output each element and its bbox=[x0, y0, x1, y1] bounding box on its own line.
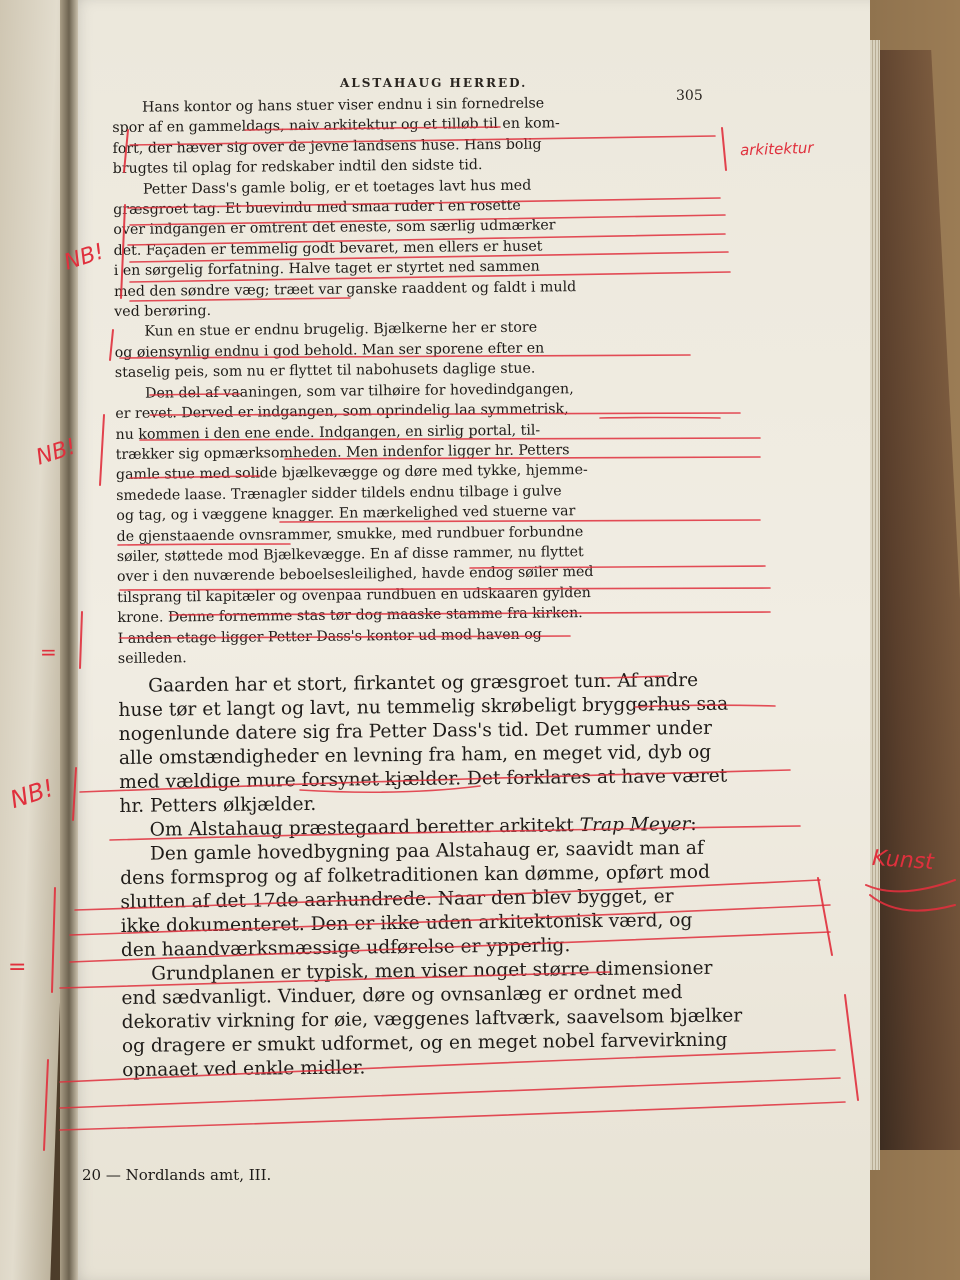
margin-note-word: arkitektur bbox=[739, 138, 814, 160]
text-line: over indgangen er omtrent det eneste, som særlig udmærker bbox=[113, 217, 556, 239]
signature-line: 20 — Nordlands amt, III. bbox=[82, 1166, 272, 1184]
quote-line: ikke dokumenteret. Den er ikke uden arkitektonisk værd, og bbox=[120, 910, 693, 938]
text-line: græsgroet tag. Et buevindu med smaa ruder i en rosette bbox=[113, 197, 521, 219]
text-line: er revet. Derved er indgangen, som oprindelig laa symmetrisk, bbox=[115, 401, 569, 423]
text-line: staselig peis, som nu er flyttet til nabohusets daglige stue. bbox=[114, 360, 536, 382]
quote-line: og dragere er smukt udformet, og en meget nobel farvevirkning bbox=[121, 1029, 728, 1058]
text-line: det. Façaden er temmelig godt bevaret, men ellers er huset bbox=[113, 238, 543, 259]
text-line: nogenlunde datere sig fra Petter Dass's tid. Det rummer under bbox=[118, 718, 713, 746]
quote-line: den haandværksmæssige udførelse er ypperlig. bbox=[120, 935, 571, 962]
text-line: trækker sig opmærksomheden. Men indenfor ligger hr. Petters bbox=[115, 442, 570, 463]
text-line: smedede laase. Trænagler sidder tildels endnu tilbage i gulve bbox=[116, 483, 562, 504]
text-line: med den søndre væg; træet var ganske raaddent og faldt i muld bbox=[113, 278, 577, 300]
quote-line: Grundplanen er typisk, men viser noget større dimensioner bbox=[151, 958, 713, 986]
margin-note-nb: NB! bbox=[33, 434, 80, 471]
quote-line: slutten af det 17de aarhundrede. Naar den blev bygget, er bbox=[120, 886, 674, 914]
small-print-section bbox=[112, 91, 758, 669]
text-line: Kun en stue er endnu brugelig. Bjælkerne her er store bbox=[144, 320, 538, 341]
margin-note-nb: NB! bbox=[61, 239, 108, 276]
text-line: brugtes til oplag for redskaber indtil den sidste tid. bbox=[112, 157, 483, 178]
quote-line: dens formsprog og af folketraditionen kan dømme, opført mod bbox=[120, 862, 711, 890]
text-line: Den del af vaaningen, som var tilhøire for hovedindgangen, bbox=[145, 380, 574, 402]
text-line: spor af en gammeldags, naiv arkitektur og et tilløb til en kom- bbox=[112, 115, 560, 137]
text-line: Hans kontor og hans stuer viser endnu i sin fornedrelse bbox=[142, 95, 545, 116]
quote-line: end sædvanligt. Vinduer, døre og ovnsanlæg er ordnet med bbox=[121, 982, 683, 1010]
quote-line: dekorativ virkning for øie, væggenes laftværk, saavelsom bjælker bbox=[121, 1005, 743, 1034]
margin-note-word: Kunst bbox=[871, 845, 935, 876]
text-line: huse tør et langt og lavt, nu temmelig skrøbeligt bryggerhus saa bbox=[118, 693, 729, 722]
text-line: over i den nuværende beboelsesleilighed, havde endog søiler med bbox=[116, 564, 594, 586]
running-head: ALSTAHAUG HERRED. bbox=[340, 76, 528, 90]
quote-intro-text: Om Alstahaug præstegaard beretter arkitekt bbox=[149, 815, 580, 842]
margin-note-equals: = bbox=[8, 955, 27, 980]
text-line: hr. Petters ølkjælder. bbox=[119, 794, 317, 818]
text-line: Petter Dass's gamle bolig, er et toetages lavt hus med bbox=[142, 177, 532, 198]
text-line: fort, der hæver sig over de jevne landsens huse. Hans bolig bbox=[112, 136, 542, 157]
quote-intro-colon: : bbox=[690, 814, 697, 836]
text-line: tilsprang til kapitæler og ovenpaa rundbuen en udskaaren gylden bbox=[117, 584, 591, 606]
text-line: søiler, støttede mod Bjælkevægge. En af disse rammer, nu flyttet bbox=[116, 544, 584, 565]
text-line: ved berøring. bbox=[114, 303, 212, 321]
text-line: Gaarden har et stort, firkantet og græsgroet tun. Af andre bbox=[148, 670, 699, 698]
text-line: nu kommen i den ene ende. Indgangen, en sirlig portal, til- bbox=[115, 422, 541, 443]
large-print-section bbox=[118, 669, 762, 1084]
text-line: krone. Denne fornemme stas tør dog maaske stamme fra kirken. bbox=[117, 605, 583, 627]
quote-line: Den gamle hovedbygning paa Alstahaug er, saavidt man af bbox=[149, 838, 704, 866]
margin-note-equals: = bbox=[40, 640, 57, 664]
text-line: og tag, og i væggene knagger. En mærkelighed ved stuerne var bbox=[116, 503, 576, 525]
page-number: 305 bbox=[676, 88, 703, 104]
text-line: gamle stue med solide bjælkevægge og døre med tykke, hjemme- bbox=[115, 462, 588, 484]
architect-name: Trap Meyer bbox=[579, 814, 691, 837]
book-gutter bbox=[60, 0, 78, 1280]
text-line: seilleden. bbox=[117, 650, 187, 667]
text-line: alle omstændigheder en levning fra ham, en meget vid, dyb og bbox=[118, 742, 712, 770]
text-line: i en sørgelig forfatning. Halve taget er styrtet ned sammen bbox=[113, 258, 540, 280]
text-line: og øiensynlig endnu i god behold. Man ser sporene efter en bbox=[114, 340, 545, 361]
page-text bbox=[112, 91, 762, 1083]
margin-note-nb: NB! bbox=[6, 773, 58, 815]
text-line: med vældige mure forsynet kjælder. Det forklares at have været bbox=[119, 765, 728, 794]
text-line: I anden etage ligger Petter Dass's kontor ud mod haven og bbox=[117, 626, 542, 647]
quote-line: opnaaet ved enkle midler. bbox=[122, 1057, 366, 1082]
text-line: de gjenstaaende ovnsrammer, smukke, med rundbuer forbundne bbox=[116, 523, 584, 545]
